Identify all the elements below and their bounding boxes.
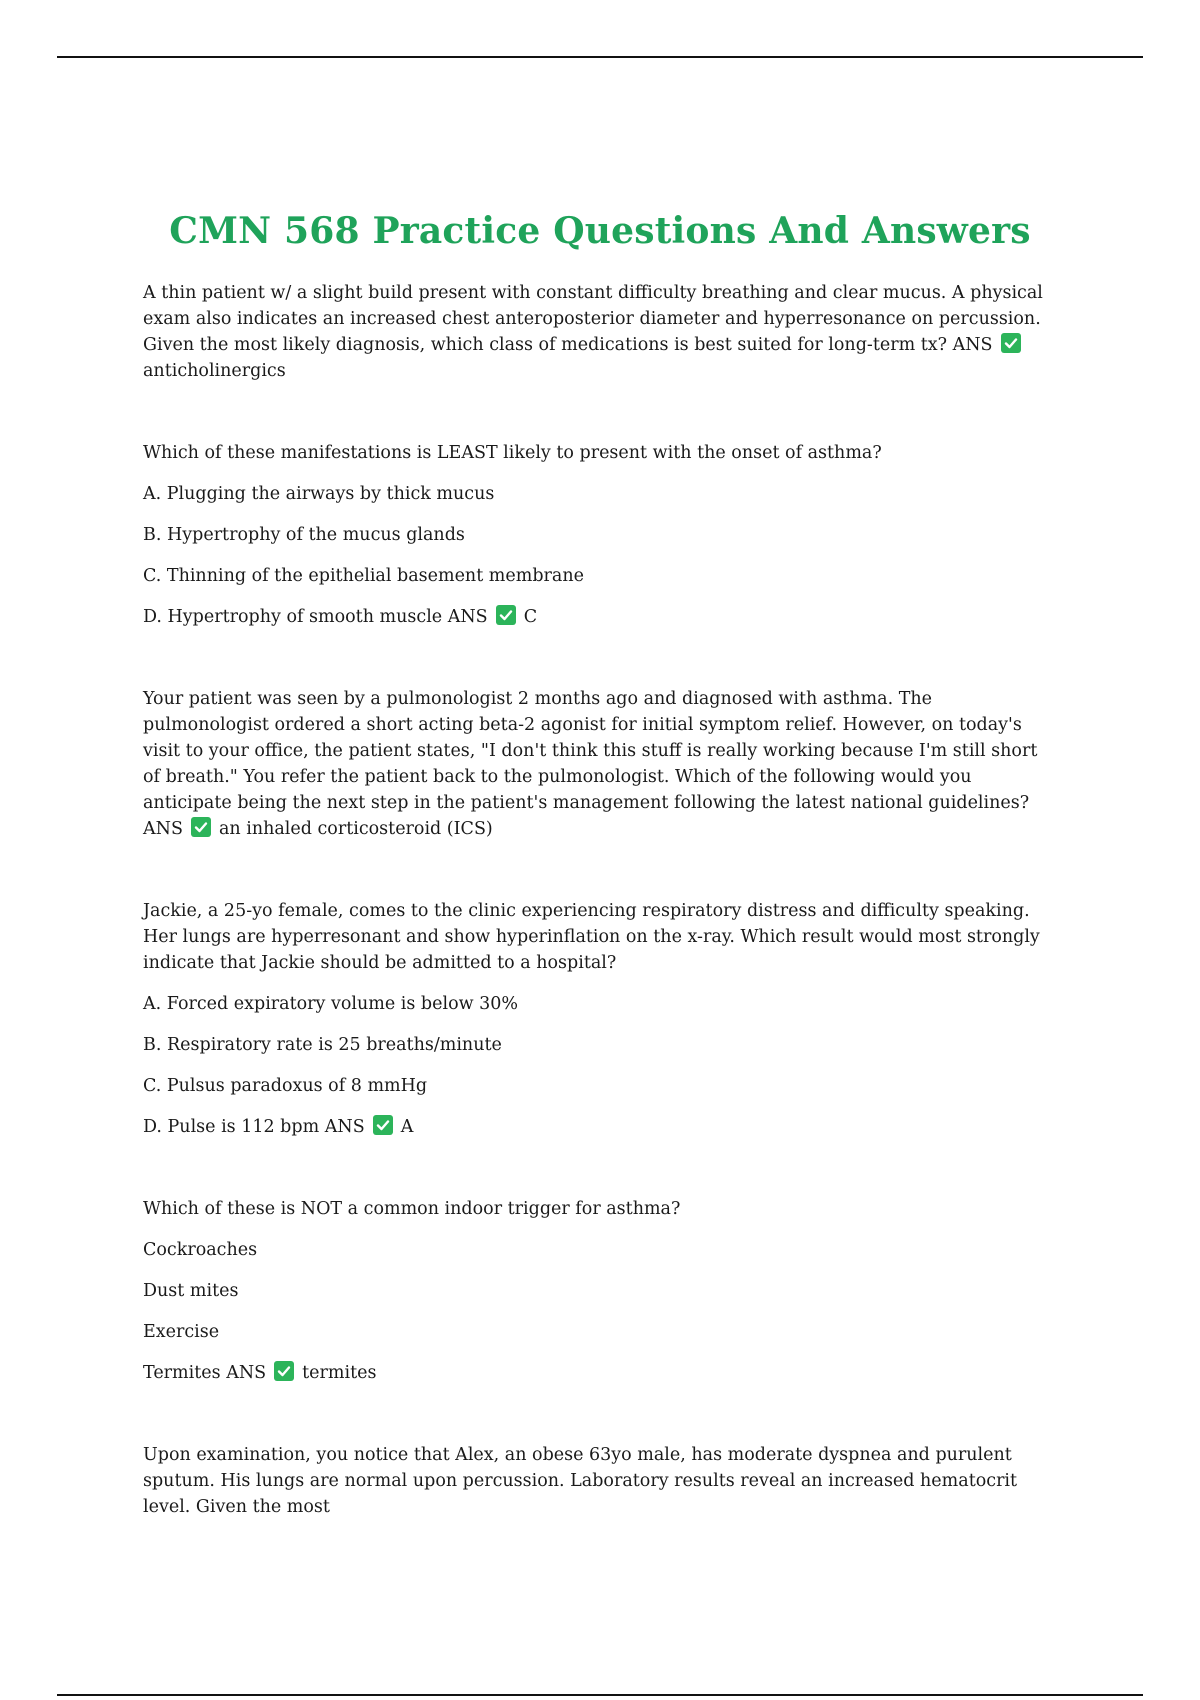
page-title: CMN 568 Practice Questions And Answers xyxy=(169,210,1031,252)
answer-option xyxy=(143,563,1058,589)
answer-text: C xyxy=(523,607,538,627)
answer-marker: ANS xyxy=(952,335,993,355)
check-box-icon xyxy=(191,817,211,837)
answer-text: termites xyxy=(302,1363,377,1383)
option-text: A. Plugging the airways by thick mucus xyxy=(143,484,495,504)
option-text: D. Hypertrophy of smooth muscle xyxy=(143,607,443,627)
answer-marker: ANS xyxy=(143,819,183,839)
question-text: Jackie, a 25-yo female, comes to the clinic experiencing respiratory distress and difficulty speaking. Her lungs are hyperresonant and show hyperinflation on the x-ray. Which result would most strongly indicate that Jackie should be admitted to a hospital? xyxy=(143,901,1040,973)
footer-rule xyxy=(57,1694,1143,1696)
option-text: Cockroaches xyxy=(143,1240,258,1260)
option-text: B. Respiratory rate is 25 breaths/minute xyxy=(143,1035,502,1055)
question-block xyxy=(143,280,1058,384)
question-stem xyxy=(143,440,1058,466)
answer-option xyxy=(143,522,1058,548)
question-text: Which of these is NOT a common indoor trigger for asthma? xyxy=(143,1199,681,1219)
check-box-icon xyxy=(274,1361,294,1381)
question-stem xyxy=(143,686,1058,842)
answer-option xyxy=(143,1319,1058,1345)
option-text: Exercise xyxy=(143,1322,220,1342)
question-text: A thin patient w/ a slight build present with constant difficulty breathing and clear mucus. A physical exam also indicates an increased chest anteroposterior diameter and hyperresonance on percussion. Given the most likely diagnosis, which class of medications is best suited for long-term tx? xyxy=(143,283,1043,355)
answer-marker: ANS xyxy=(324,1117,365,1137)
answer-option xyxy=(143,1114,1058,1140)
option-text: Dust mites xyxy=(143,1281,239,1301)
question-list xyxy=(143,280,1058,1520)
option-text: C. Pulsus paradoxus of 8 mmHg xyxy=(143,1076,428,1096)
question-block xyxy=(143,1196,1058,1386)
answer-marker: ANS xyxy=(226,1363,267,1383)
question-block xyxy=(143,440,1058,630)
answer-option xyxy=(143,604,1058,630)
question-stem xyxy=(143,898,1058,976)
answer-text: an inhaled corticosteroid (ICS) xyxy=(218,819,493,839)
option-text: D. Pulse is 112 bpm xyxy=(143,1117,320,1137)
question-stem xyxy=(143,280,1058,384)
option-text: B. Hypertrophy of the mucus glands xyxy=(143,525,465,545)
answer-option xyxy=(143,1278,1058,1304)
header-rule xyxy=(57,56,1143,58)
question-block xyxy=(143,1442,1058,1520)
check-box-icon xyxy=(496,605,516,625)
question-text: Your patient was seen by a pulmonologist 2 months ago and diagnosed with asthma. The pulmonologist ordered a short acting beta-2 agonist for initial symptom relief. However, on today's visit to your office, the patient states, "I don't think this stuff is really working because I'm still short of breath." You refer the patient back to the pulmonologist. Which of the following would you anticipate being the next step in the patient's management following the latest national guidelines? xyxy=(143,689,1038,813)
question-block xyxy=(143,686,1058,842)
question-text: Which of these manifestations is LEAST likely to present with the onset of asthma? xyxy=(143,443,882,463)
option-text: Termites xyxy=(143,1363,221,1383)
question-text: Upon examination, you notice that Alex, an obese 63yo male, has moderate dyspnea and purulent sputum. His lungs are normal upon percussion. Laboratory results reveal an increased hematocrit level. Given the most xyxy=(143,1445,1018,1517)
answer-option xyxy=(143,1360,1058,1386)
question-block xyxy=(143,898,1058,1140)
answer-option xyxy=(143,481,1058,507)
answer-option xyxy=(143,991,1058,1017)
question-stem xyxy=(143,1196,1058,1222)
answer-option xyxy=(143,1237,1058,1263)
answer-text: anticholinergics xyxy=(143,361,286,381)
answer-text: A xyxy=(400,1117,414,1137)
option-text: C. Thinning of the epithelial basement membrane xyxy=(143,566,584,586)
answer-marker: ANS xyxy=(447,607,488,627)
check-box-icon xyxy=(1001,333,1021,353)
answer-option xyxy=(143,1032,1058,1058)
option-text: A. Forced expiratory volume is below 30% xyxy=(143,994,519,1014)
question-stem xyxy=(143,1442,1058,1520)
check-box-icon xyxy=(373,1115,393,1135)
answer-option xyxy=(143,1073,1058,1099)
